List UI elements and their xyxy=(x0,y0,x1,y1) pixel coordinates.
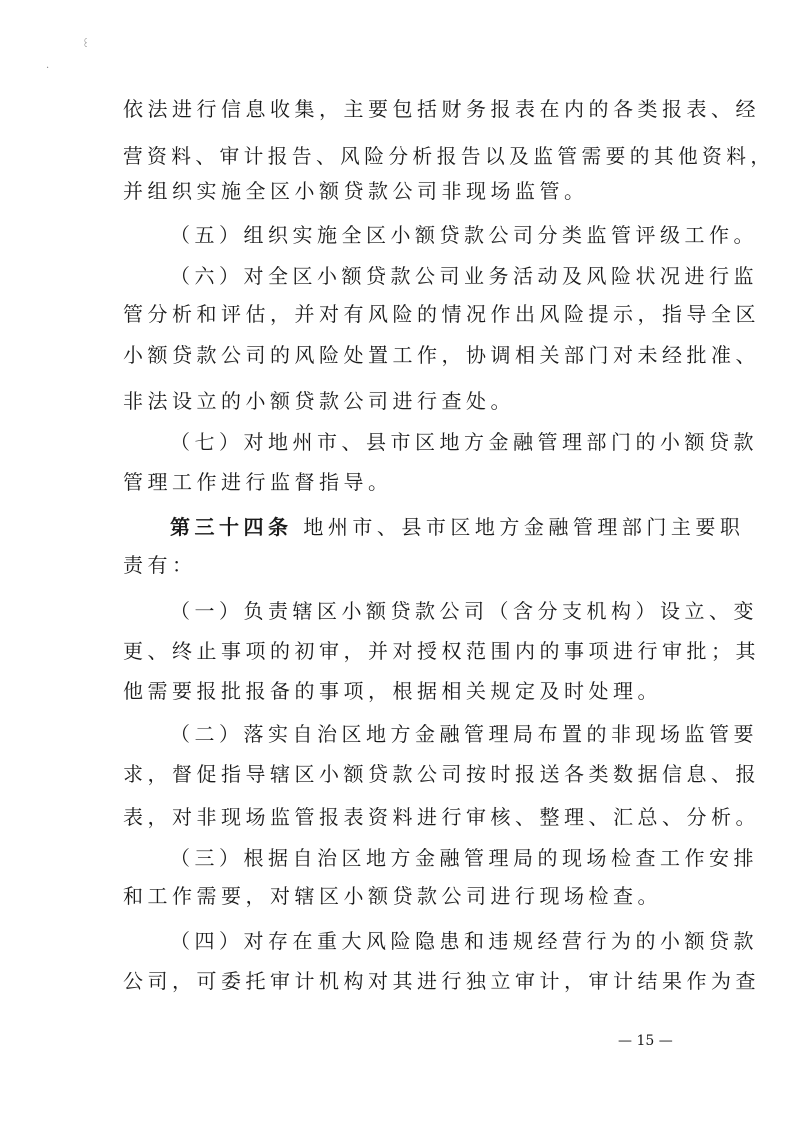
text-line: （一）负责辖区小额贷款公司（含分支机构）设立、变 xyxy=(170,599,758,623)
article-text: 地州市、县市区地方金融管理部门主要职 xyxy=(292,515,745,539)
text-line: 管理工作进行监督指导。 xyxy=(123,470,393,494)
text-line: 和工作需要，对辖区小额贷款公司进行现场检查。 xyxy=(123,884,662,908)
text-line: （四）对存在重大风险隐患和违规经营行为的小额贷款 xyxy=(170,929,758,953)
text-line: 非法设立的小额贷款公司进行查处。 xyxy=(123,389,515,413)
text-line: （三）根据自治区地方金融管理局的现场检查工作安排 xyxy=(170,846,758,870)
article-number: 第三十四条 xyxy=(170,515,293,539)
text-line: 求，督促指导辖区小额贷款公司按时报送各类数据信息、报 xyxy=(123,762,760,786)
text-line: （五）组织实施全区小额贷款公司分类监管评级工作。 xyxy=(170,223,758,247)
text-line: 并组织实施全区小额贷款公司非现场监管。 xyxy=(123,179,589,203)
text-line: 管分析和评估，并对有风险的情况作出风险提示，指导全区 xyxy=(123,302,760,326)
page-number: — 15 — xyxy=(618,1033,673,1049)
text-line: 更、终止事项的初审，并对授权范围内的事项进行审批；其 xyxy=(123,639,760,663)
text-line: 依法进行信息收集，主要包括财务报表在内的各类报表、经 xyxy=(123,97,760,121)
scan-speck: · xyxy=(46,63,50,74)
text-line: 公司，可委托审计机构对其进行独立审计，审计结果作为查 xyxy=(123,969,760,993)
text-line: （二）落实自治区地方金融管理局布置的非现场监管要 xyxy=(170,722,758,746)
text-line: 小额贷款公司的风险处置工作，协调相关部门对未经批准、 xyxy=(123,343,760,367)
text-line: （六）对全区小额贷款公司业务活动及风险状况进行监 xyxy=(170,264,758,288)
text-line: 营资料、审计报告、风险分析报告以及监管需要的其他资料， xyxy=(123,144,775,168)
text-line: （七）对地州市、县市区地方金融管理部门的小额贷款 xyxy=(170,430,758,454)
article-heading-line xyxy=(170,515,744,539)
text-line: 表，对非现场监管报表资料进行审核、整理、汇总、分析。 xyxy=(123,805,760,829)
scan-speck: ꒰ xyxy=(82,39,90,50)
text-line: 责有： xyxy=(123,553,197,577)
text-line: 他需要报批报备的事项，根据相关规定及时处理。 xyxy=(123,679,662,703)
